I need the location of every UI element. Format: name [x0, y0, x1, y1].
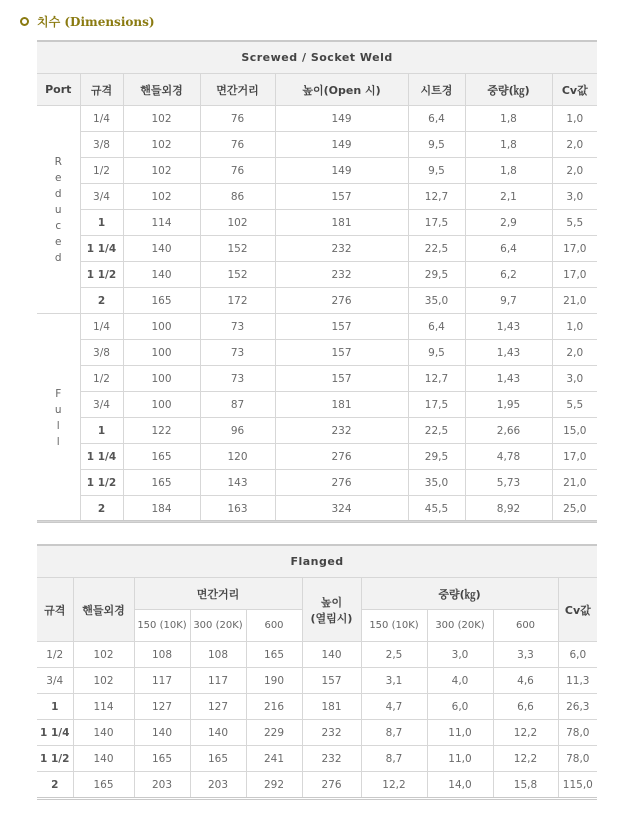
table-cell: 241 — [246, 746, 302, 772]
table-cell: 190 — [246, 668, 302, 694]
table-cell: 87 — [200, 392, 275, 418]
table-cell: 149 — [275, 158, 408, 184]
table-cell: 15,8 — [493, 772, 558, 798]
sub-header: 600 — [493, 610, 558, 642]
column-header: 시트경 — [408, 74, 465, 106]
table-cell: 25,0 — [552, 496, 597, 522]
table-cell: 232 — [302, 746, 361, 772]
table-row — [37, 340, 597, 366]
table-cell: 165 — [123, 444, 200, 470]
table-cell: 2,0 — [552, 158, 597, 184]
sub-header: 150 (10K) — [134, 610, 190, 642]
table-row — [37, 210, 597, 236]
table-cell: 12,2 — [493, 720, 558, 746]
table-cell: 9,5 — [408, 158, 465, 184]
table-cell: 11,3 — [558, 668, 597, 694]
table-cell: 276 — [275, 444, 408, 470]
table-cell: 21,0 — [552, 470, 597, 496]
table-cell: 2,66 — [465, 418, 552, 444]
table-cell: 73 — [200, 366, 275, 392]
table-cell: 184 — [123, 496, 200, 522]
table-cell: 140 — [302, 642, 361, 668]
table-cell: 1,8 — [465, 158, 552, 184]
screwed-dimensions-table — [37, 40, 597, 522]
table-cell: 122 — [123, 418, 200, 444]
table-cell: 157 — [275, 340, 408, 366]
table-cell: 1,0 — [552, 314, 597, 340]
table-cell: 17,5 — [408, 210, 465, 236]
table-cell: 3,0 — [552, 366, 597, 392]
port-letter: e — [55, 235, 62, 248]
table-title: Flanged — [37, 545, 597, 578]
table-cell: 232 — [275, 236, 408, 262]
column-header: Port — [37, 74, 80, 106]
table-cell: 12,7 — [408, 184, 465, 210]
size-cell: 3/4 — [80, 184, 123, 210]
table-cell: 102 — [200, 210, 275, 236]
table-row — [37, 746, 597, 772]
table-cell: 6,6 — [493, 694, 558, 720]
port-letter: e — [55, 171, 62, 184]
sub-header: 150 (10K) — [361, 610, 427, 642]
table-cell: 8,7 — [361, 746, 427, 772]
table-cell: 1,0 — [552, 106, 597, 132]
table-cell: 114 — [123, 210, 200, 236]
table-row — [37, 694, 597, 720]
table-cell: 2,1 — [465, 184, 552, 210]
table-cell: 181 — [275, 210, 408, 236]
table-cell: 3,0 — [552, 184, 597, 210]
table-cell: 276 — [302, 772, 361, 798]
table-cell: 172 — [200, 288, 275, 314]
port-letter: u — [54, 203, 62, 216]
table-cell: 17,5 — [408, 392, 465, 418]
flanged-dimensions-table — [37, 544, 597, 798]
table-cell: 108 — [134, 642, 190, 668]
size-cell: 2 — [80, 496, 123, 522]
size-cell: 1/4 — [80, 106, 123, 132]
table-cell: 29,5 — [408, 444, 465, 470]
table-cell: 45,5 — [408, 496, 465, 522]
table-cell: 11,0 — [427, 746, 493, 772]
table-cell: 108 — [190, 642, 246, 668]
table-cell: 232 — [302, 720, 361, 746]
table-row — [37, 668, 597, 694]
table-cell: 165 — [190, 746, 246, 772]
table-cell: 11,0 — [427, 720, 493, 746]
table-cell: 140 — [123, 236, 200, 262]
table-cell: 1,43 — [465, 366, 552, 392]
table-cell: 3,1 — [361, 668, 427, 694]
table-cell: 324 — [275, 496, 408, 522]
size-cell: 1 1/2 — [37, 746, 73, 772]
table-cell: 78,0 — [558, 746, 597, 772]
table-cell: 4,6 — [493, 668, 558, 694]
column-header: 핸들외경 — [123, 74, 200, 106]
port-letter: F — [55, 387, 62, 400]
table-cell: 26,3 — [558, 694, 597, 720]
port-group-label — [37, 106, 80, 314]
table-cell: 100 — [123, 392, 200, 418]
table-cell: 5,73 — [465, 470, 552, 496]
table-cell: 3,3 — [493, 642, 558, 668]
port-letter: d — [54, 251, 62, 264]
table-cell: 2,0 — [552, 340, 597, 366]
table-cell: 9,5 — [408, 132, 465, 158]
size-cell: 1/4 — [80, 314, 123, 340]
table-cell: 73 — [200, 314, 275, 340]
table-cell: 100 — [123, 314, 200, 340]
size-cell: 3/8 — [80, 132, 123, 158]
size-cell: 2 — [37, 772, 73, 798]
column-header: Cv값 — [552, 74, 597, 106]
table-cell: 102 — [73, 642, 134, 668]
table-cell: 17,0 — [552, 236, 597, 262]
port-letter: d — [54, 187, 62, 200]
table-cell: 5,5 — [552, 210, 597, 236]
size-cell: 1 — [80, 418, 123, 444]
table-row — [37, 720, 597, 746]
table-cell: 2,9 — [465, 210, 552, 236]
table-cell: 8,7 — [361, 720, 427, 746]
table-cell: 35,0 — [408, 470, 465, 496]
table-cell: 17,0 — [552, 444, 597, 470]
column-header: 면간거리 — [200, 74, 275, 106]
table-cell: 8,92 — [465, 496, 552, 522]
column-header: 핸들외경 — [73, 578, 134, 642]
table-cell: 21,0 — [552, 288, 597, 314]
size-cell: 3/4 — [37, 668, 73, 694]
port-letter: c — [55, 219, 62, 232]
table-row — [37, 158, 597, 184]
table-row — [37, 418, 597, 444]
table-cell: 12,7 — [408, 366, 465, 392]
column-header: 중량(㎏) — [361, 578, 558, 610]
size-cell: 1/2 — [80, 366, 123, 392]
table-cell: 140 — [123, 262, 200, 288]
table-cell: 9,5 — [408, 340, 465, 366]
table-cell: 152 — [200, 262, 275, 288]
table-cell: 78,0 — [558, 720, 597, 746]
size-cell: 1 — [37, 694, 73, 720]
table-cell: 117 — [134, 668, 190, 694]
table-cell: 35,0 — [408, 288, 465, 314]
size-cell: 1/2 — [80, 158, 123, 184]
table-row — [37, 106, 597, 132]
table-cell: 216 — [246, 694, 302, 720]
table-cell: 152 — [200, 236, 275, 262]
column-header: 규격 — [37, 578, 73, 642]
height-header-line: (열림시) — [310, 611, 353, 625]
size-cell: 3/8 — [80, 340, 123, 366]
table-cell: 6,2 — [465, 262, 552, 288]
port-group-label — [37, 314, 80, 522]
table-cell: 6,0 — [558, 642, 597, 668]
port-letter: l — [56, 419, 60, 432]
table-cell: 102 — [123, 106, 200, 132]
height-header-line: 높이 — [320, 595, 343, 609]
table-cell: 157 — [275, 184, 408, 210]
section-header — [20, 12, 155, 30]
table-cell: 1,8 — [465, 132, 552, 158]
table-cell: 5,5 — [552, 392, 597, 418]
size-cell: 1 1/2 — [80, 470, 123, 496]
table-cell: 163 — [200, 496, 275, 522]
size-cell: 1 1/2 — [80, 262, 123, 288]
size-cell: 1 1/4 — [80, 236, 123, 262]
sub-header: 300 (20K) — [427, 610, 493, 642]
table-cell: 276 — [275, 288, 408, 314]
table-cell: 17,0 — [552, 262, 597, 288]
table-row — [37, 314, 597, 340]
table-cell: 140 — [73, 720, 134, 746]
table-cell: 102 — [123, 132, 200, 158]
table-cell: 127 — [134, 694, 190, 720]
table-cell: 76 — [200, 106, 275, 132]
table-row — [37, 444, 597, 470]
port-letter: u — [54, 403, 62, 416]
table-cell: 102 — [123, 158, 200, 184]
table-cell: 140 — [190, 720, 246, 746]
table-cell: 1,8 — [465, 106, 552, 132]
table-cell: 181 — [275, 392, 408, 418]
port-letter: l — [56, 435, 60, 448]
table-cell: 165 — [123, 470, 200, 496]
table-cell: 4,78 — [465, 444, 552, 470]
column-header: 규격 — [80, 74, 123, 106]
table-cell: 22,5 — [408, 236, 465, 262]
size-cell: 1 1/4 — [37, 720, 73, 746]
table-cell: 6,4 — [408, 314, 465, 340]
table-cell: 292 — [246, 772, 302, 798]
size-cell: 2 — [80, 288, 123, 314]
table-cell: 140 — [134, 720, 190, 746]
table-cell: 203 — [190, 772, 246, 798]
table-cell: 1,95 — [465, 392, 552, 418]
table-cell: 127 — [190, 694, 246, 720]
table-bottom-rule — [37, 797, 597, 800]
table-row — [37, 236, 597, 262]
sub-header: 600 — [246, 610, 302, 642]
table-row — [37, 470, 597, 496]
table-cell: 4,0 — [427, 668, 493, 694]
table-cell: 102 — [123, 184, 200, 210]
table-cell: 29,5 — [408, 262, 465, 288]
table-cell: 12,2 — [361, 772, 427, 798]
table-cell: 165 — [73, 772, 134, 798]
table-cell: 6,4 — [465, 236, 552, 262]
table-cell: 15,0 — [552, 418, 597, 444]
table-row — [37, 366, 597, 392]
circle-bullet-icon — [20, 17, 29, 26]
column-header — [302, 578, 361, 642]
table-cell: 114 — [73, 694, 134, 720]
table-row — [37, 132, 597, 158]
size-cell: 1/2 — [37, 642, 73, 668]
table-cell: 276 — [275, 470, 408, 496]
table-cell: 232 — [275, 418, 408, 444]
table-cell: 96 — [200, 418, 275, 444]
table-cell: 229 — [246, 720, 302, 746]
table-cell: 9,7 — [465, 288, 552, 314]
table-cell: 86 — [200, 184, 275, 210]
table-row — [37, 392, 597, 418]
table-cell: 2,0 — [552, 132, 597, 158]
table-cell: 149 — [275, 132, 408, 158]
size-cell: 1 — [80, 210, 123, 236]
table-cell: 100 — [123, 340, 200, 366]
section-title: 치수 (Dimensions) — [37, 14, 155, 29]
table-cell: 4,7 — [361, 694, 427, 720]
table-cell: 2,5 — [361, 642, 427, 668]
table-cell: 12,2 — [493, 746, 558, 772]
table-cell: 157 — [302, 668, 361, 694]
table-bottom-rule — [37, 520, 597, 523]
table-cell: 115,0 — [558, 772, 597, 798]
table-cell: 157 — [275, 314, 408, 340]
table-cell: 73 — [200, 340, 275, 366]
table-cell: 100 — [123, 366, 200, 392]
table-cell: 165 — [134, 746, 190, 772]
table-cell: 76 — [200, 132, 275, 158]
column-header: 면간거리 — [134, 578, 302, 610]
table-row — [37, 642, 597, 668]
table-cell: 165 — [123, 288, 200, 314]
table-cell: 6,4 — [408, 106, 465, 132]
table-cell: 76 — [200, 158, 275, 184]
table-cell: 1,43 — [465, 314, 552, 340]
table-cell: 232 — [275, 262, 408, 288]
table-cell: 1,43 — [465, 340, 552, 366]
table-cell: 165 — [246, 642, 302, 668]
column-header: Cv값 — [558, 578, 597, 642]
table-cell: 157 — [275, 366, 408, 392]
table-cell: 203 — [134, 772, 190, 798]
sub-header: 300 (20K) — [190, 610, 246, 642]
table-row — [37, 772, 597, 798]
table-cell: 140 — [73, 746, 134, 772]
column-header: 중량(㎏) — [465, 74, 552, 106]
table-cell: 22,5 — [408, 418, 465, 444]
table-cell: 149 — [275, 106, 408, 132]
size-cell: 3/4 — [80, 392, 123, 418]
table-cell: 120 — [200, 444, 275, 470]
table-row — [37, 184, 597, 210]
table-row — [37, 288, 597, 314]
table-cell: 6,0 — [427, 694, 493, 720]
table-cell: 3,0 — [427, 642, 493, 668]
table-cell: 102 — [73, 668, 134, 694]
table-cell: 14,0 — [427, 772, 493, 798]
table-cell: 181 — [302, 694, 361, 720]
table-title: Screwed / Socket Weld — [37, 41, 597, 74]
column-header: 높이(Open 시) — [275, 74, 408, 106]
table-cell: 117 — [190, 668, 246, 694]
table-row — [37, 496, 597, 522]
port-letter: R — [54, 155, 62, 168]
size-cell: 1 1/4 — [80, 444, 123, 470]
table-cell: 143 — [200, 470, 275, 496]
table-row — [37, 262, 597, 288]
